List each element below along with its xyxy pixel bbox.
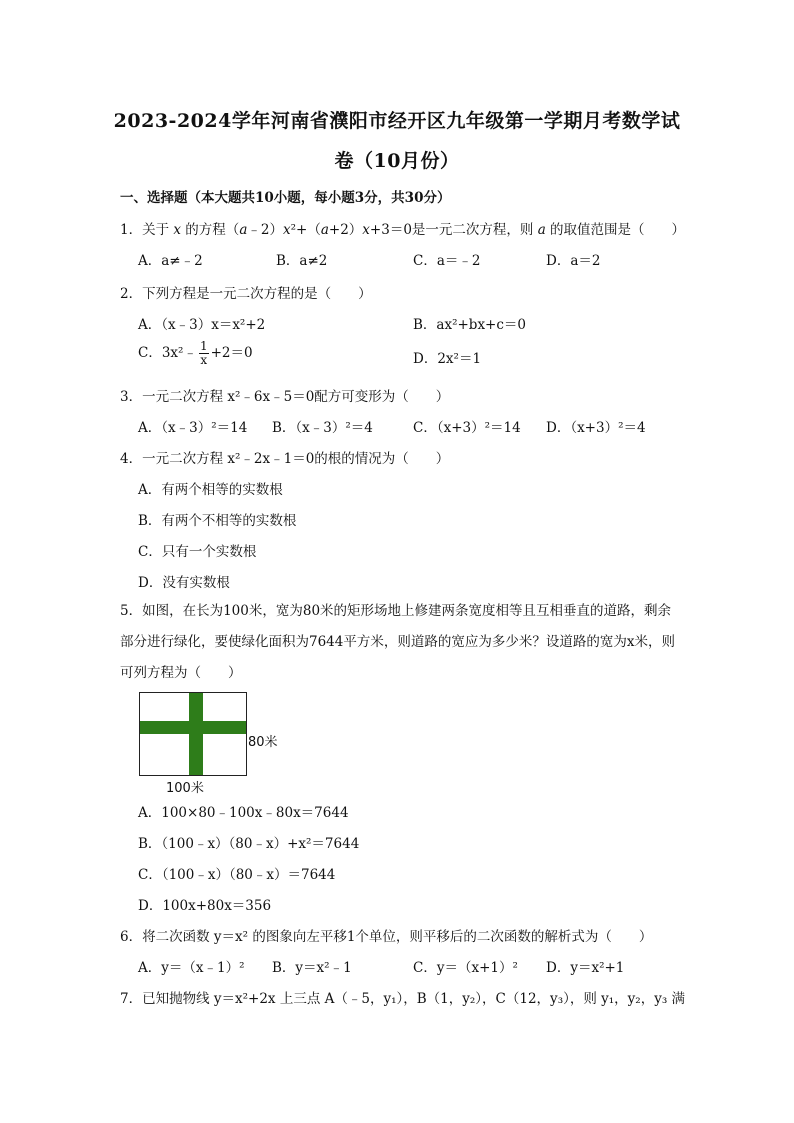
question-6-option-b: B．y＝x²﹣1 — [272, 960, 352, 976]
question-1-option-b: B．a≠2 — [276, 253, 328, 269]
question-5-option-d: D．100x+80x＝356 — [138, 898, 272, 914]
question-3-option-b: B．（x﹣3）²＝4 — [272, 420, 373, 436]
question-7-stem: 7．已知抛物线 y＝x²+2x 上三点 A（﹣5，y₁），B（1，y₂），C（12，y₃），则 y₁，y₂，y₃ 满 — [120, 991, 686, 1007]
question-2-option-a: A．（x﹣3）x＝x²+2 — [138, 317, 266, 333]
question-2-option-b: B．ax²+bx+c＝0 — [413, 317, 527, 333]
field-figure — [139, 692, 247, 776]
question-2-option-c: C．3x²﹣ $\frac{1}{x}$ +2＝0 — [138, 339, 253, 367]
question-5-option-c: C．（100﹣x）（80﹣x）＝7644 — [138, 867, 336, 883]
question-4-option-a: A．有两个相等的实数根 — [138, 482, 283, 498]
figure-width-label: 80米 — [248, 735, 278, 750]
exam-title-line1: 2023-2024学年河南省濮阳市经开区九年级第一学期月考数学试 — [113, 110, 681, 132]
question-5-stem: 5．如图，在长为100米，宽为80米的矩形场地上修建两条宽度相等且互相垂直的道路，剩余部分进行绿化，要使绿化面积为7644平方米，则道路的宽应为多少米？设道路的宽为x米，则可列方程为（ ） — [120, 603, 675, 681]
question-3-stem: 3．一元二次方程 x²﹣6x﹣5＝0配方可变形为（ ） — [120, 389, 450, 405]
question-5-option-b: B．（100﹣x）（80﹣x）+x²＝7644 — [138, 836, 360, 852]
question-2-stem: 2．下列方程是一元二次方程的是（ ） — [120, 286, 372, 302]
question-4-option-c: C．只有一个实数根 — [138, 544, 257, 560]
question-1-stem: 1．关于 x 的方程（a﹣2）x²+（a+2）x+3＝0是一元二次方程，则 a 的取值范围是（ ） — [120, 222, 686, 238]
question-4-option-b: B．有两个不相等的实数根 — [138, 513, 297, 529]
figure-length-label: 100米 — [166, 781, 204, 796]
vertical-road — [189, 693, 203, 775]
question-4-option-d: D．没有实数根 — [138, 575, 230, 591]
question-5-option-a: A．100×80﹣100x﹣80x＝7644 — [138, 805, 349, 821]
question-1-option-d: D．a＝2 — [546, 253, 601, 269]
question-6-option-d: D．y＝x²+1 — [546, 960, 625, 976]
question-3-option-d: D．（x+3）²＝4 — [546, 420, 646, 436]
question-6-stem: 6．将二次函数 y＝x² 的图象向左平移1个单位，则平移后的二次函数的解析式为（ ） — [120, 929, 653, 945]
question-3-option-a: A．（x﹣3）²＝14 — [138, 420, 248, 436]
section-header: 一、选择题（本大题共10小题，每小题3分，共30分） — [120, 190, 451, 206]
question-2-option-d: D．2x²＝1 — [413, 351, 482, 367]
question-4-stem: 4．一元二次方程 x²﹣2x﹣1＝0的根的情况为（ ） — [120, 451, 450, 467]
question-1-option-a: A．a≠﹣2 — [138, 253, 203, 269]
question-6-option-c: C．y＝（x+1）² — [413, 960, 518, 976]
question-6-option-a: A．y＝（x﹣1）² — [138, 960, 245, 976]
question-3-option-c: C．（x+3）²＝14 — [413, 420, 521, 436]
fraction: $\frac{1}{x}$ — [199, 339, 208, 367]
question-1-option-c: C．a＝﹣2 — [413, 253, 481, 269]
exam-title-line2: 卷（10月份） — [334, 150, 460, 172]
